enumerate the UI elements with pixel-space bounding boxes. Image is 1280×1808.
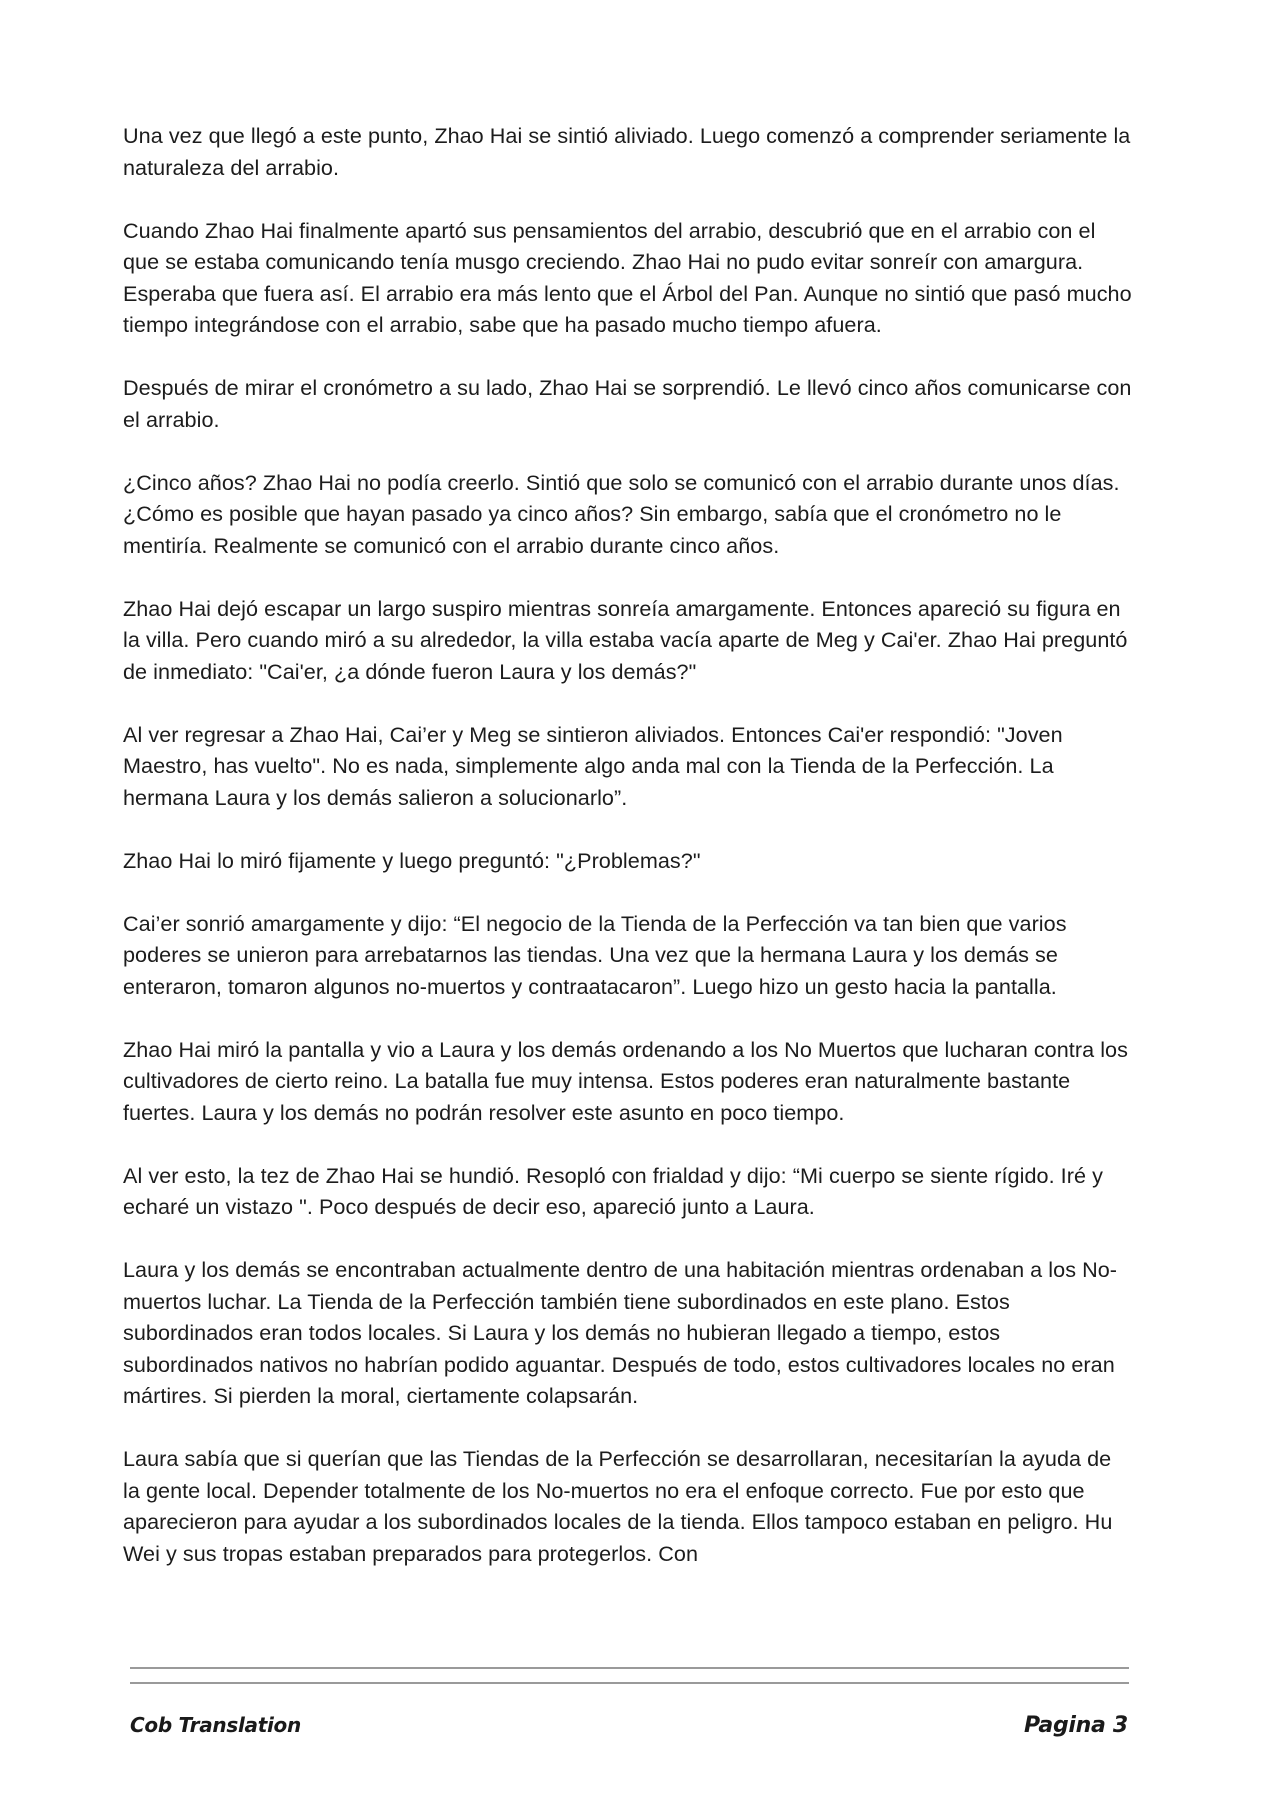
footer-divider-bottom — [130, 1682, 1129, 1684]
paragraph-8: Cai’er sonrió amargamente y dijo: “El negocio de la Tienda de la Perfección va tan bien que varios poderes se unieron para arrebatarnos las tiendas. Una vez que la hermana Laura y los demás se enteraron, tomaron algunos no-muertos y contraatacaron”. Luego hizo un gesto hacia la pantalla. — [123, 910, 1067, 999]
paragraph-7: Zhao Hai lo miró fijamente y luego preguntó: "¿Problemas?" — [123, 847, 701, 873]
paragraph-12: Laura sabía que si querían que las Tiendas de la Perfección se desarrollaran, necesitarían la ayuda de la gente local. Depender totalmente de los No-muertos no era el enfoque correcto. Fue por esto que aparecieron para ayudar a los subordinados locales de la tienda. Ellos tampoco estaban en peligro. Hu Wei y sus tropas estaban preparados para protegerlos. Con — [123, 1446, 1113, 1566]
paragraph-4: ¿Cinco años? Zhao Hai no podía creerlo. Sintió que solo se comunicó con el arrabio durante unos días. ¿Cómo es posible que hayan pasado ya cinco años? Sin embargo, sabía que el cronómetro no le mentiría. Realmente se comunicó con el arrabio durante cinco años. — [123, 469, 1120, 558]
body-text — [123, 120, 1133, 1601]
paragraph-6: Al ver regresar a Zhao Hai, Cai’er y Meg se sintieron aliviados. Entonces Cai'er respondió: "Joven Maestro, has vuelto". No es nada, simplemente algo anda mal con la Tienda de la Perfección. La hermana Laura y los demás salieron a solucionarlo”. — [123, 721, 1063, 810]
paragraph-1: Una vez que llegó a este punto, Zhao Hai se sintió aliviado. Luego comenzó a comprender seriamente la naturaleza del arrabio. — [123, 123, 1131, 180]
paragraph-9: Zhao Hai miró la pantalla y vio a Laura y los demás ordenando a los No Muertos que lucharan contra los cultivadores de cierto reino. La batalla fue muy intensa. Estos poderes eran naturalmente bastante fuertes. Laura y los demás no podrán resolver este asunto en poco tiempo. — [123, 1036, 1128, 1125]
footer-credit: Cob Translation — [130, 1713, 301, 1737]
paragraph-2: Cuando Zhao Hai finalmente apartó sus pensamientos del arrabio, descubrió que en el arrabio con el que se estaba comunicando tenía musgo creciendo. Zhao Hai no pudo evitar sonreír con amargura. Esperaba que fuera así. El arrabio era más lento que el Árbol del Pan. Aunque no sintió que pasó mucho tiempo integrándose con el arrabio, sabe que ha pasado mucho tiempo afuera. — [123, 217, 1132, 337]
paragraph-10: Al ver esto, la tez de Zhao Hai se hundió. Resopló con frialdad y dijo: “Mi cuerpo se siente rígido. Iré y echaré un vistazo ". Poco después de decir eso, apareció junto a Laura. — [123, 1162, 1103, 1219]
page-number: Pagina 3 — [1024, 1713, 1128, 1738]
paragraph-11: Laura y los demás se encontraban actualmente dentro de una habitación mientras ordenaban a los No-muertos luchar. La Tienda de la Perfección también tiene subordinados en este plano. Estos subordinados eran todos locales. Si Laura y los demás no hubieran llegado a tiempo, estos subordinados nativos no habrían podido aguantar. Después de todo, estos cultivadores locales no eran mártires. Si pierden la moral, ciertamente colapsarán. — [123, 1257, 1118, 1408]
footer-divider-top — [130, 1667, 1129, 1669]
paragraph-3: Después de mirar el cronómetro a su lado, Zhao Hai se sorprendió. Le llevó cinco años comunicarse con el arrabio. — [123, 375, 1132, 432]
paragraph-5: Zhao Hai dejó escapar un largo suspiro mientras sonreía amargamente. Entonces apareció su figura en la villa. Pero cuando miró a su alrededor, la villa estaba vacía aparte de Meg y Cai'er. Zhao Hai preguntó de inmediato: "Cai'er, ¿a dónde fueron Laura y los demás?" — [123, 595, 1128, 684]
